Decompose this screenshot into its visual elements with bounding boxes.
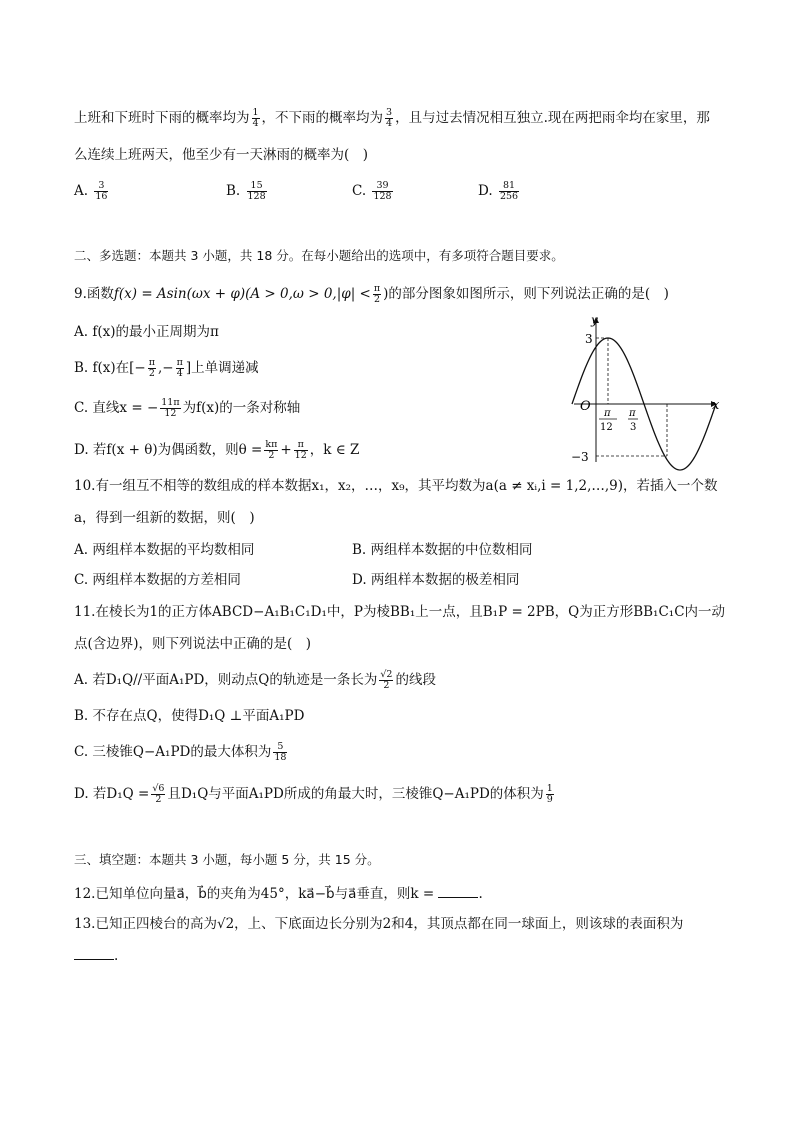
q8-frac2: $\frac{3}{4}$ (386, 107, 393, 129)
tick1-den: 12 (600, 422, 613, 433)
q8-option-c[interactable]: C. $\frac{39}{128}$ (352, 180, 392, 202)
q9-option-a[interactable]: A. f(x)的最小正周期为π (74, 324, 219, 340)
tick2-den: 3 (630, 422, 637, 433)
q9-option-d[interactable]: D. 若f(x + θ)为偶函数，则θ = $\frac{k\pi}{2}$ + $\frac{\pi}{12}$ ，k ∈ Z (74, 439, 360, 461)
q8-option-a[interactable]: A. $\frac{3}{16}$ (74, 180, 108, 202)
y-min-label: −3 (571, 450, 589, 464)
origin-label: O (580, 399, 591, 414)
section-3-heading: 三、填空题：本题共 3 小题，每小题 5 分，共 15 分。 (74, 852, 380, 867)
y-max-label: 3 (585, 332, 593, 346)
q8-stem-line1 (74, 108, 710, 129)
q13-answer-blank[interactable] (74, 947, 114, 960)
tick2-num: π (629, 408, 636, 419)
q10-option-a[interactable]: A. 两组样本数据的平均数相同 (74, 542, 255, 558)
q13-stem-line2: . (74, 946, 118, 966)
q10-option-c[interactable]: C. 两组样本数据的方差相同 (74, 572, 241, 588)
tick1-num: π (604, 408, 611, 419)
q8-text: ，不下雨的概率均为 (261, 110, 384, 126)
q13-stem-line1: 13.已知正四棱台的高为√2，上、下底面边长分别为2和4，其顶点都在同一球面上，则该球的表面积为 (74, 916, 684, 932)
q9-option-c[interactable]: C. 直线x = − $\frac{11\pi}{12}$ 为f(x)的一条对称轴 (74, 397, 301, 419)
q8-option-b[interactable]: B. $\frac{15}{128}$ (226, 180, 266, 202)
q10-option-b[interactable]: B. 两组样本数据的中位数相同 (352, 542, 533, 558)
q9-sine-graph (566, 312, 726, 472)
q12-stem: 12.已知单位向量a⃗，b⃗的夹角为45°，ka⃗−b⃗与a⃗垂直，则k = . (74, 886, 483, 902)
q11-option-c[interactable]: C. 三棱锥Q−A₁PD的最大体积为 $\frac{5}{18}$ (74, 741, 287, 763)
q10-stem-line1: 10.有一组互不相等的数组成的样本数据x₁，x₂，…，x₉，其平均数为a(a ≠ xᵢ,i = 1,2,…,9)，若插入一个数 (74, 478, 718, 494)
x-axis-label: x (712, 398, 720, 413)
q8-stem-line2: 么连续上班两天，他至少有一天淋雨的概率为( ) (74, 147, 369, 163)
q11-option-b[interactable]: B. 不存在点Q，使得D₁Q ⊥平面A₁PD (74, 708, 305, 724)
section-2-heading: 二、多选题：本题共 3 小题，共 18 分。在每小题给出的选项中，有多项符合题目要求。 (74, 248, 564, 263)
q8-text: 上班和下班时下雨的概率均为 (74, 110, 250, 126)
q8-text: ，且与过去情况相互独立.现在两把雨伞均在家里，那 (395, 110, 710, 126)
q11-stem-line1: 11.在棱长为1的正方体ABCD−A₁B₁C₁D₁中，P为棱BB₁上一点，且B₁P = 2PB，Q为正方形BB₁C₁C内一动 (74, 604, 726, 620)
q10-option-d[interactable]: D. 两组样本数据的极差相同 (352, 572, 520, 588)
y-axis-label: y (591, 313, 598, 327)
q9-stem: 9.函数f(x) = Asin(ωx + φ)(A > 0,ω > 0,|φ| < $\frac{\pi}{2}$ )的部分图象如图所示，则下列说法正确的是( ) (74, 283, 669, 305)
q12-answer-blank[interactable] (438, 885, 478, 898)
q8-option-d[interactable]: D. $\frac{81}{256}$ (478, 180, 519, 202)
q10-stem-line2: a，得到一组新的数据，则( ) (74, 510, 255, 526)
q11-option-d[interactable]: D. 若D₁Q = $\frac{√6}{2}$ 且D₁Q与平面A₁PD所成的角最大时，三棱锥Q−A₁PD的体积为 $\frac{1}{9}$ (74, 783, 553, 805)
q11-stem-line2: 点(含边界)，则下列说法中正确的是( ) (74, 636, 312, 652)
q11-option-a[interactable]: A. 若D₁Q//平面A₁PD，则动点Q的轨迹是一条长为 $\frac{√2}{2}$ 的线段 (74, 669, 436, 691)
q8-frac1: $\frac{1}{4}$ (252, 107, 259, 129)
q9-option-b[interactable]: B. f(x)在[− $\frac{\pi}{2}$ ,− $\frac{\pi}{4}$ ]上单调递减 (74, 357, 259, 379)
